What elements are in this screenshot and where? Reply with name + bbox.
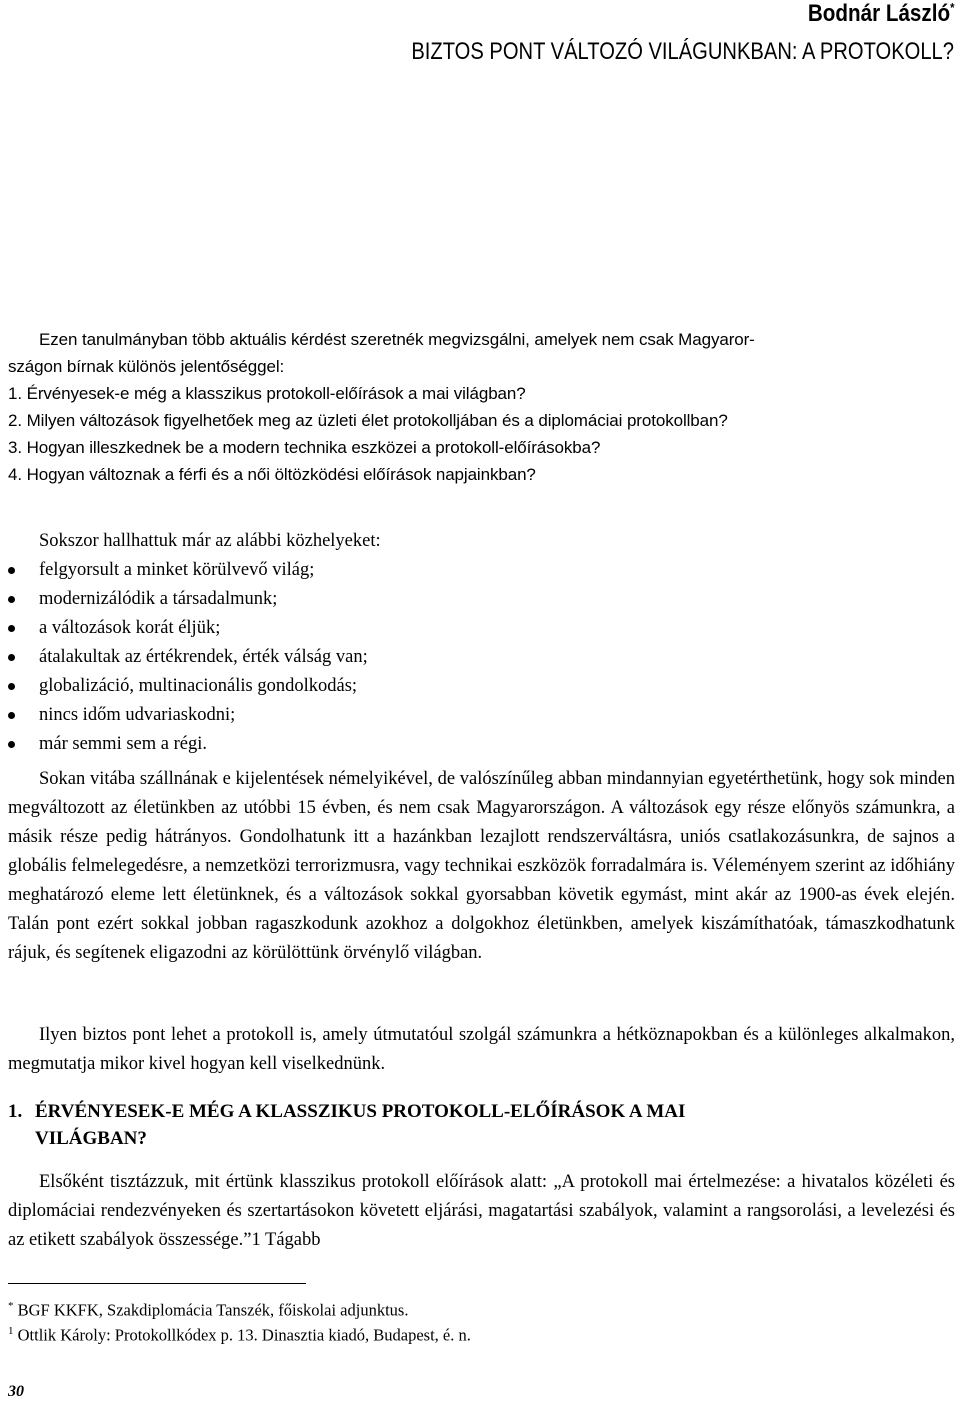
footnote-divider [8,1283,306,1284]
author-footnote-mark: * [949,0,954,15]
intro-lead-line-2: szágon bírnak különös jelentőséggel: [8,357,285,376]
list-item: nincs időm udvariaskodni; [8,701,948,730]
bullet-icon [8,596,15,603]
list-item: a változások korát éljük; [8,614,948,643]
question-item: 4. Hogyan változnak a férfi és a női öltözködési előírások napjainkban? [8,465,536,484]
section-number: 1. [8,1101,23,1122]
footnote-mark: * [8,1300,14,1312]
bullet-icon [8,625,15,632]
section-heading [8,1098,955,1152]
section-title-line-2: VILÁGBAN? [35,1128,147,1149]
list-item: globalizáció, multinacionális gondolkodás; [8,672,948,701]
page-number: 30 [8,1383,24,1400]
footnote-mark: 1 [8,1325,14,1337]
question-item: 3. Hogyan illeszkednek be a modern technika eszközei a protokoll-előírásokba? [8,438,601,457]
bullet-icon [8,654,15,661]
list-item: már semmi sem a régi. [8,730,948,759]
article-title: BIZTOS PONT VÁLTOZÓ VILÁGUNKBAN: A PROTOKOLL? [411,38,954,65]
list-item: átalakultak az értékrendek, érték válság van; [8,643,948,672]
intro-block [8,326,956,488]
author-name: Bodnár László* [807,0,954,27]
question-item: 1. Érvényesek-e még a klasszikus protokoll-előírások a mai világban? [8,384,526,403]
intro-lead-line-1: Ezen tanulmányban több aktuális kérdést szeretnék megvizsgálni, amelyek nem csak Magyaror- [39,330,755,349]
section-title-line-1: ÉRVÉNYESEK-E MÉG A KLASSZIKUS PROTOKOLL-ELŐÍRÁSOK A MAI [35,1101,686,1122]
section-paragraph: Elsőként tisztázzuk, mit értünk klasszikus protokoll előírások alatt: „A protokoll mai értelmezése: a hivatalos közéleti és diplomáciai rendezvényeken és szertartásokon követett eljárási, magatartási szabályok, valamint a rangsorolási, a levelezési és az etikett szabályok összessége.”1 Tágabb [8,1172,955,1250]
bullet-icon [8,741,15,748]
list-item: felgyorsult a minket körülvevő világ; [8,556,948,585]
bullet-icon [8,712,15,719]
commonplaces-lead: Sokszor hallhattuk már az alábbi közhelyeket: [39,531,381,551]
bullet-icon [8,683,15,690]
question-item: 2. Milyen változások figyelhetőek meg az üzleti élet protokolljában és a diplomáciai protokollban? [8,411,728,430]
body-paragraph-1: Sokan vitába szállnának e kijelentések némelyikével, de valószínűleg abban mindannyian egyetérthetünk, hogy sok minden megváltozott az életünkben az utóbbi 15 évben, és nem csak Magyarországon. A változások egy része előnyös számunkra, a másik része pedig hátrányos. Gondolhatunk itt a hazánkban lezajlott rendszerváltásra, uniós csatlakozásunkra, de sajnos a globális felmelegedésre, a nemzetközi terrorizmusra, vagy technikai eszközök forradalmára is. Véleményem szerint az időhiány meghatározó eleme lett életünknek, és a változások sokkal gyorsabban követik egymást, mint akár az 1900-as évek elején. Talán pont ezért sokkal jobban ragaszkodunk azokhoz a dolgokhoz életünkben, amelyek kiszámíthatóak, támaszkodhatunk rájuk, és segítenek eligazodni az körülöttünk örvénylő világban. [8,769,955,963]
footnote: $^1$ Ottlik Károly: Protokollkódex p. 13. Dinasztia kiadó, Budapest, é. n. [8,1325,471,1345]
footnote: * BGF KKFK, Szakdiplomácia Tanszék, főiskolai adjunktus. [8,1300,409,1320]
bullet-icon [8,567,15,574]
commonplaces-list [8,556,948,759]
body-paragraph-2: Ilyen biztos pont lehet a protokoll is, amely útmutatóul szolgál számunkra a hétköznapokban és a különleges alkalmakon, megmutatja mikor kivel hogyan kell viselkednünk. [8,1025,955,1074]
list-item: modernizálódik a társadalmunk; [8,585,948,614]
